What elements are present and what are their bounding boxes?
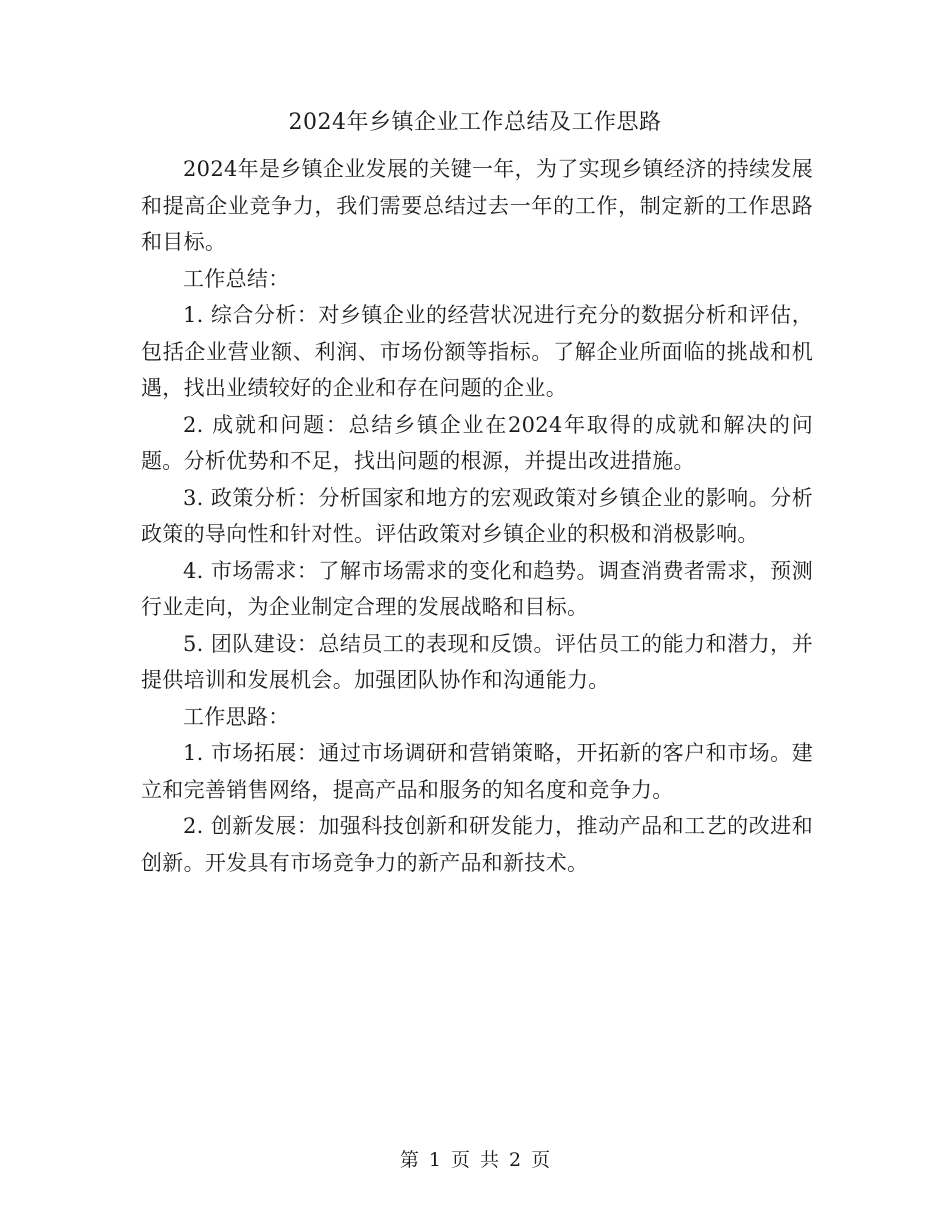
section-heading-summary: 工作总结：: [183, 266, 290, 291]
approach-item: 1. 市场拓展：通过市场调研和营销策略，开拓新的客户和市场。建立和完善销售网络，提高产品和服务的知名度和竞争力。: [141, 741, 813, 802]
document-title: 2024年乡镇企业工作总结及工作思路: [288, 110, 662, 135]
summary-item: 2. 成就和问题：总结乡镇企业在2024年取得的成就和解决的问题。分析优势和不足，找出问题的根源，并提出改进措施。: [141, 412, 813, 473]
summary-item: 5. 团队建设：总结员工的表现和反馈。评估员工的能力和潜力，并提供培训和发展机会。加强团队协作和沟通能力。: [141, 631, 813, 692]
summary-item: 4. 市场需求：了解市场需求的变化和趋势。调查消费者需求，预测行业走向，为企业制定合理的发展战略和目标。: [141, 558, 813, 619]
approach-item: 2. 创新发展：加强科技创新和研发能力，推动产品和工艺的改进和创新。开发具有市场竞争力的新产品和新技术。: [141, 814, 813, 875]
section-heading-approach: 工作思路：: [183, 704, 290, 729]
document-body: [141, 151, 813, 881]
intro-paragraph: 2024年是乡镇企业发展的关键一年，为了实现乡镇经济的持续发展和提高企业竞争力，我们需要总结过去一年的工作，制定新的工作思路和目标。: [141, 157, 813, 254]
summary-item: 3. 政策分析：分析国家和地方的宏观政策对乡镇企业的影响。分析政策的导向性和针对性。评估政策对乡镇企业的积极和消极影响。: [141, 485, 813, 546]
page-footer: 第 1 页 共 2 页: [399, 1149, 551, 1171]
summary-item: 1. 综合分析：对乡镇企业的经营状况进行充分的数据分析和评估，包括企业营业额、利润、市场份额等指标。了解企业所面临的挑战和机遇，找出业绩较好的企业和存在问题的企业。: [141, 303, 813, 400]
